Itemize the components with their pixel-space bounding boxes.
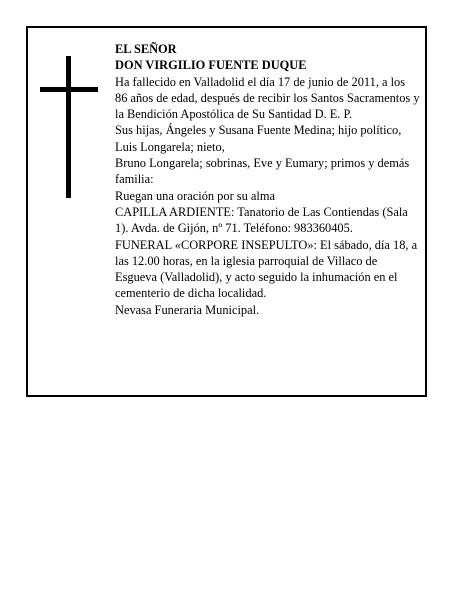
latin-cross-icon [40,56,100,198]
obituary-notice [26,26,427,397]
cross-horizontal-bar [40,87,98,92]
family-members-line-1: Sus hijas, Ángeles y Susana Fuente Medina; hijo político, Luis Longarela; nieto, [115,123,402,154]
cross-vertical-bar [66,56,71,198]
notice-text-block [115,41,420,318]
family-members-line-2: Bruno Longarela; sobrinas, Eve y Eumary; primos y demás familia: [115,156,410,187]
deceased-name: DON VIRGILIO FUENTE DUQUE [115,58,307,73]
death-announcement: Ha fallecido en Valladolid el día 17 de junio de 2011, a los 86 años de edad, después de recibir los Santos Sacramentos y la Bendición Apostólica de Su Santidad D. E. P. [115,74,420,122]
chapel-details: CAPILLA ARDIENTE: Tanatorio de Las Contiendas (Sala 1). Avda. de Gijón, nº 71. Teléfono: 983360405. [115,204,408,236]
notice-title-line-1: EL SEÑOR [115,42,177,56]
prayer-request: Ruegan una oración por su alma [115,188,275,203]
funeral-details: FUNERAL «CORPORE INSEPULTO»: El sábado, día 18, a las 12.00 horas, en la iglesia parroquial de Villaco de Esgueva (Valladolid), y acto seguido la inhumación en el cementerio de dicha localidad. [115,237,418,301]
funeral-home: Nevasa Funeraria Municipal. [115,302,260,317]
